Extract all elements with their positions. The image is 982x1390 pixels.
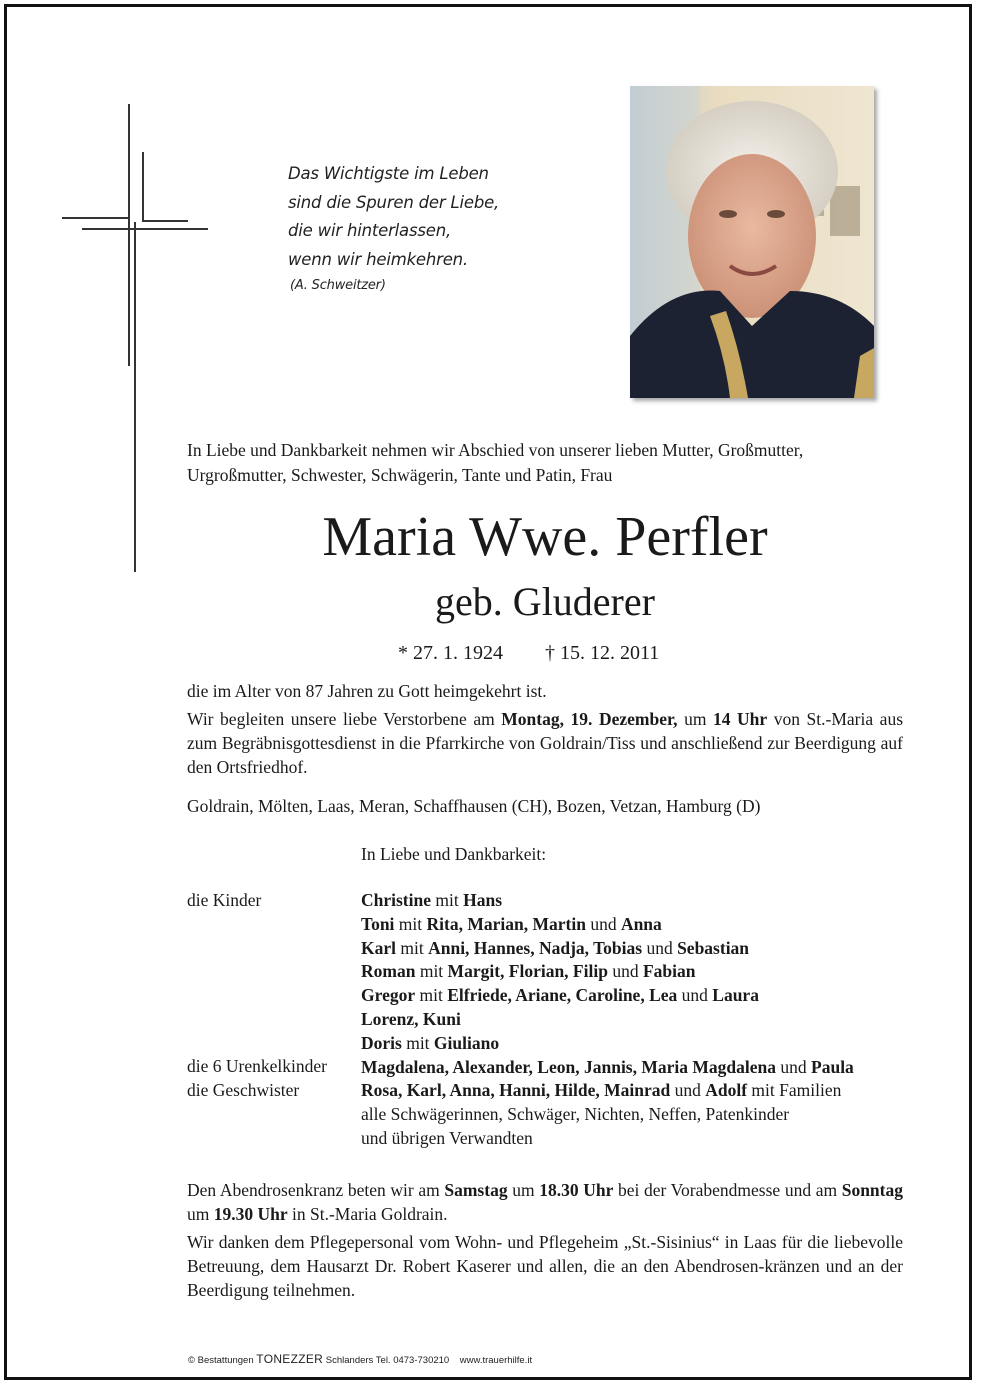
funeral-time: 14 Uhr	[712, 709, 768, 729]
mourner-name: Adolf	[705, 1080, 748, 1101]
quote-author: (A. Schweitzer)	[290, 278, 386, 293]
mourner-text: und	[677, 985, 713, 1006]
mourner-name: Toni	[361, 913, 395, 934]
funeral-text: um	[677, 709, 713, 729]
deceased-name: Maria Wwe. Perfler	[322, 506, 768, 568]
places-line: Goldrain, Mölten, Laas, Meran, Schaffhausen (CH), Bozen, Vetzan, Hamburg (D)	[187, 796, 761, 816]
mourner-text: mit	[396, 937, 429, 958]
mourner-text: mit	[394, 913, 427, 934]
footer-brand: TONEZZER	[256, 1352, 324, 1366]
funeral-text: Wir begleiten unsere liebe Verstorbene am	[187, 709, 502, 729]
rosary-text: um	[187, 1203, 214, 1224]
mourner-text: mit	[431, 890, 464, 910]
mourner-name: Magdalena, Alexander, Leon, Jannis, Maria Magdalena	[361, 1056, 777, 1077]
mourner-name: Karl	[361, 937, 396, 958]
mourner-text: und	[670, 1080, 706, 1101]
footer-tel: Tel. 0473-730210	[375, 1355, 450, 1366]
rosary-paragraph	[187, 1179, 903, 1227]
life-dates	[398, 638, 659, 668]
mourner-name: Fabian	[642, 961, 696, 982]
children-label: die Kinder	[187, 890, 262, 910]
mourner-row	[361, 1008, 461, 1032]
rosary-text: Den Abendrosenkranz beten wir am	[187, 1180, 445, 1200]
quote-line: die wir hinterlassen,	[288, 221, 452, 240]
maiden-name: geb. Gluderer	[435, 579, 655, 624]
funeral-paragraph	[187, 708, 903, 779]
mourner-name: Rita, Marian, Martin	[426, 913, 586, 934]
rosary-time: 18.30 Uhr	[539, 1180, 614, 1200]
intro-text: In Liebe und Dankbarkeit nehmen wir Abschied von unserer lieben Mutter, Großmutter, Urgroßmutter, Schwester, Schwägerin, Tante und Patin, Frau	[187, 440, 804, 485]
siblings-label: die Geschwister	[187, 1080, 300, 1100]
mourner-text: und	[607, 961, 643, 982]
mourner-name: Hans	[463, 890, 502, 910]
rosary-day: Sonntag	[841, 1180, 903, 1200]
mourner-text: mit	[415, 985, 448, 1006]
memorial-quote	[288, 160, 499, 298]
mourner-text: und übrigen Verwandten	[361, 1128, 533, 1148]
mourner-text: mit	[415, 961, 448, 982]
portrait-image	[630, 86, 874, 398]
mourner-name: Roman	[361, 961, 416, 982]
footer-prefix: © Bestattungen	[188, 1355, 254, 1366]
mourner-text: und	[585, 913, 621, 934]
mourner-name: Lorenz, Kuni	[361, 1009, 461, 1029]
mourner-row	[361, 1127, 533, 1151]
mourner-text: mit Familien	[747, 1080, 842, 1101]
gratitude-paragraph: Wir danken dem Pflegepersonal vom Wohn- und Pflegeheim „St.-Sisinius“ in Laas für die liebevolle Betreuung, dem Hausarzt Dr. Robert Kaserer und allen, die an den Abendrosen-kränzen und an der Beerdigung teilnehmen.	[187, 1232, 903, 1300]
rosary-time: 19.30 Uhr	[213, 1203, 288, 1224]
rosary-day: Samstag	[444, 1180, 508, 1200]
funeral-text: von St.-Maria aus zum Begräbnisgottesdienst in die Pfarrkirche von Goldrain/Tiss und anschließend zur Beerdigung auf den Ortsfriedhof.	[187, 709, 903, 777]
mourner-row	[361, 1079, 841, 1103]
great-grandchildren-label: die 6 Urenkelkinder	[187, 1056, 327, 1076]
mourner-row	[361, 1056, 854, 1080]
footer	[188, 1352, 532, 1366]
mourner-name: Rosa, Karl, Anna, Hanni, Hilde, Mainrad	[361, 1080, 671, 1101]
footer-town: Schlanders	[325, 1355, 374, 1366]
birth-date: * 27. 1. 1924	[398, 642, 503, 664]
quote-line: Das Wichtigste im Leben	[288, 164, 489, 183]
age-line: die im Alter von 87 Jahren zu Gott heimgekehrt ist.	[187, 681, 547, 701]
mourner-name: Giuliano	[433, 1032, 500, 1053]
mourner-name: Margit, Florian, Filip	[447, 961, 608, 982]
mourner-row	[361, 1103, 789, 1127]
mourner-name: Laura	[712, 985, 759, 1006]
mourner-text: alle Schwägerinnen, Schwäger, Nichten, Neffen, Patenkinder	[361, 1104, 790, 1125]
mourner-name: Sebastian	[677, 937, 750, 958]
quote-line: sind die Spuren der Liebe,	[288, 192, 500, 212]
rosary-text: in St.-Maria Goldrain.	[287, 1203, 448, 1224]
mourner-name: Christine	[361, 890, 431, 910]
thanks-heading: In Liebe und Dankbarkeit:	[361, 844, 547, 864]
mourner-name: Anna	[620, 913, 662, 934]
rosary-text: bei der Vorabendmesse und am	[613, 1180, 842, 1200]
mourner-text: und	[642, 937, 678, 958]
death-date: † 15. 12. 2011	[545, 642, 660, 664]
mourner-name: Paula	[811, 1056, 854, 1077]
mourner-text: und	[776, 1056, 812, 1077]
mourner-row	[361, 889, 502, 913]
mourner-row	[361, 960, 695, 984]
mourner-name: Elfriede, Ariane, Caroline, Lea	[447, 985, 678, 1006]
mourner-row	[361, 1032, 499, 1056]
rosary-text: um	[507, 1180, 540, 1200]
portrait-photo	[630, 86, 874, 398]
mourner-name: Doris	[361, 1032, 402, 1053]
mourner-row	[361, 937, 749, 961]
funeral-date: Montag, 19. Dezember,	[501, 709, 678, 729]
mourner-row	[361, 913, 662, 937]
mourner-name: Anni, Hannes, Nadja, Tobias	[428, 937, 643, 958]
quote-line: wenn wir heimkehren.	[288, 249, 468, 269]
footer-web[interactable]: www.trauerhilfe.it	[459, 1355, 533, 1366]
mourner-row	[361, 984, 759, 1008]
mourner-text: mit	[401, 1032, 434, 1053]
mourner-name: Gregor	[361, 985, 416, 1006]
